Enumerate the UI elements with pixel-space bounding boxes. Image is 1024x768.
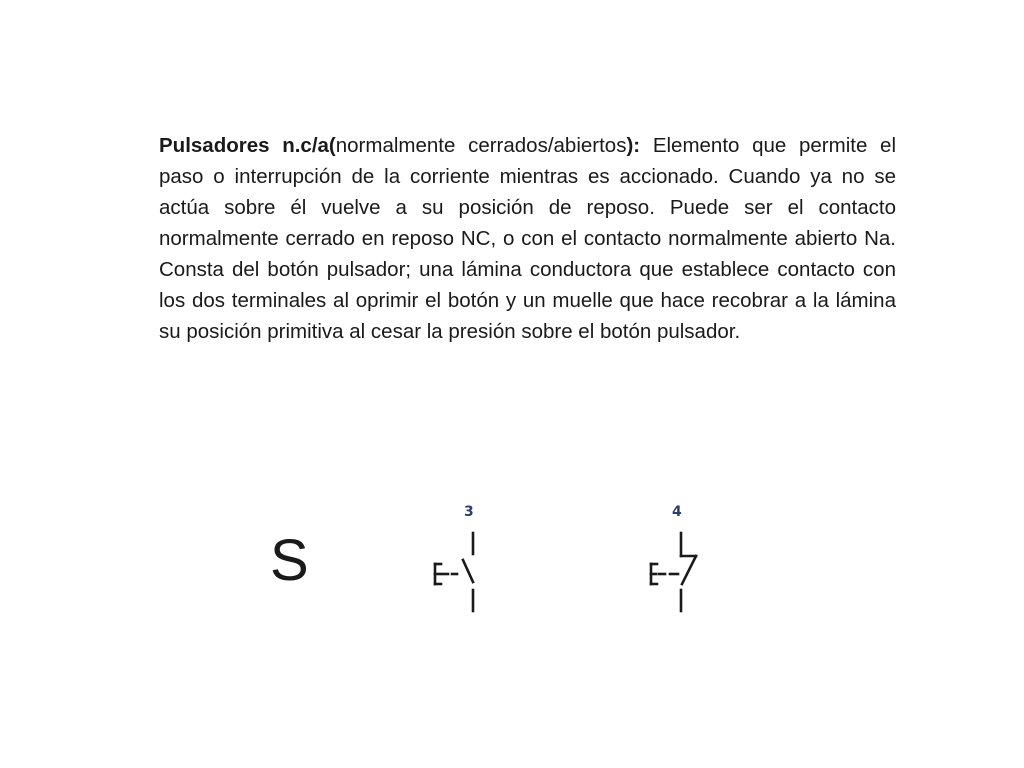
terminal-number-4: 4 — [672, 504, 682, 520]
normally-closed-pushbutton-symbol — [638, 498, 708, 616]
normally-closed-pushbutton-icon — [638, 498, 708, 616]
normally-closed-contact-lines — [651, 533, 696, 611]
description-body: Elemento que permite el paso o interrupción de la corriente mientras es accionado. Cuando ya no se actúa sobre él vuelve a su posición de reposo. Puede ser el contacto normalmente cerrado en reposo NC, o con el contacto normalmente abierto Na. Consta del botón pulsador; una lámina conductora que establece contacto con los dos terminales al oprimir el botón y un muelle que hace recobrar a la lámina su posición primitiva al cesar la presión sobre el botón pulsador. — [159, 134, 896, 343]
normally-open-pushbutton-symbol — [424, 498, 494, 616]
terminal-number-3: 3 — [464, 504, 474, 520]
term-parenthetical: normalmente cerrados/abiertos — [335, 134, 627, 157]
term-colon: ): — [626, 134, 641, 157]
term-heading: Pulsadores n.c/a( — [159, 134, 336, 157]
normally-open-pushbutton-icon — [424, 498, 494, 616]
normally-open-contact-lines — [435, 533, 473, 611]
symbol-letter: S — [270, 528, 309, 593]
description-paragraph — [159, 130, 896, 347]
